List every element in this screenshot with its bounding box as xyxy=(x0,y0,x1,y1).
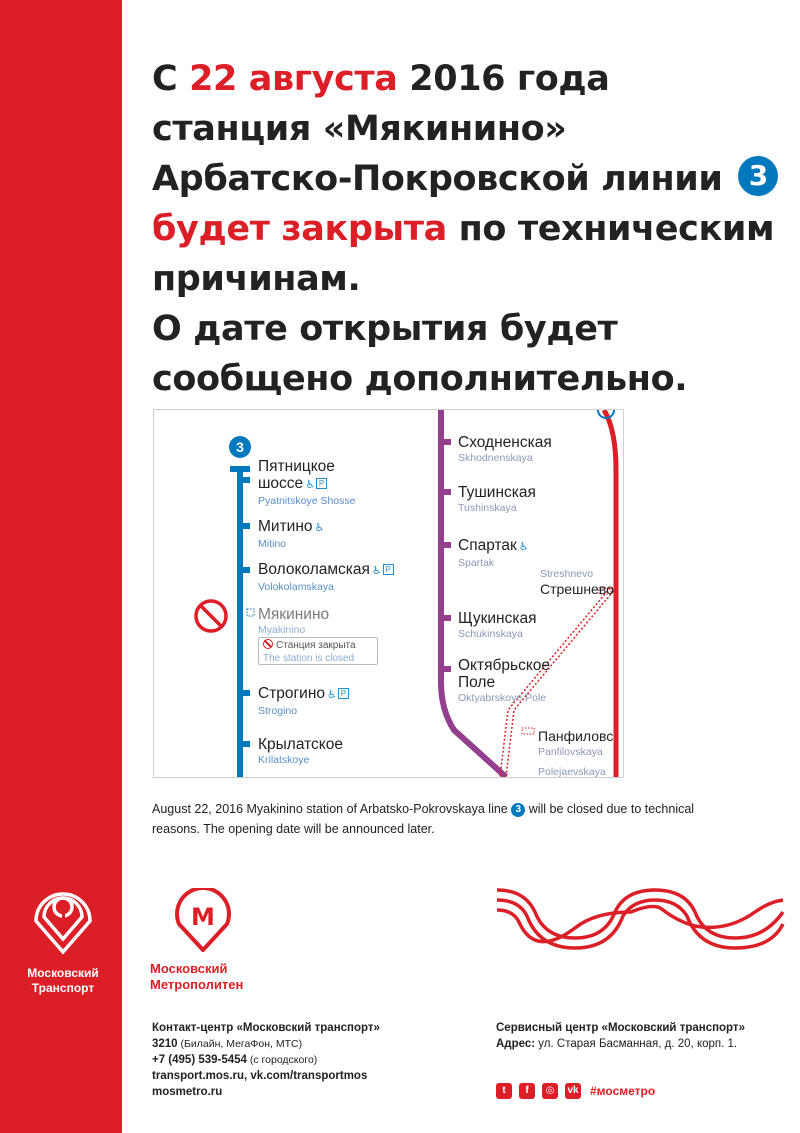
purple-line-track xyxy=(441,410,506,777)
accessibility-icon: ♿ xyxy=(314,522,325,534)
mos-wave-decoration xyxy=(495,882,785,950)
line-3-badge: 3 xyxy=(511,803,525,817)
station-name-en: Schukinskaya xyxy=(458,628,523,640)
headline-text: О дате открытия будет xyxy=(152,309,618,349)
station-name-en: Pyatnitskoye Shosse xyxy=(258,495,356,507)
station-pyatnitskoye xyxy=(258,458,355,508)
station-name-en: Strogino xyxy=(258,705,298,717)
service-title: Сервисный центр «Московский транспорт» xyxy=(496,1022,745,1034)
contact-title: Контакт-центр «Московский транспорт» xyxy=(152,1022,380,1034)
moscow-transport-emblem-icon xyxy=(22,877,104,955)
station-tick xyxy=(243,567,250,573)
phone-note: (с городского) xyxy=(246,1054,318,1066)
headline xyxy=(152,54,792,404)
station-polejaevskaya xyxy=(538,765,606,778)
station-name-en: Oktyabrskoye Pole xyxy=(458,692,547,704)
station-name-ru: Крылатское xyxy=(258,736,343,753)
logo-label: Транспорт xyxy=(31,981,95,995)
station-name-ru: Щукинская xyxy=(458,610,537,627)
station-panfilovskaya xyxy=(538,728,613,759)
station-name-ru: Мякинино xyxy=(258,606,330,623)
web-links[interactable]: transport.mos.ru, vk.com/transportmos xyxy=(152,1070,368,1082)
station-name-en: Spartak xyxy=(458,557,495,569)
station-tick xyxy=(444,615,451,621)
accessibility-icon: ♿ xyxy=(327,689,337,701)
headline-text: причинам. xyxy=(152,259,361,299)
station-name-en: Panfilovskaya xyxy=(538,746,603,758)
logo-label: Метрополитен xyxy=(150,977,244,992)
no-entry-icon xyxy=(196,601,226,631)
station-tick xyxy=(243,477,250,483)
headline-date: 22 августа xyxy=(189,59,398,99)
parking-icon: P xyxy=(316,478,327,489)
logo-label: Московский xyxy=(27,966,99,980)
station-tick xyxy=(444,489,451,495)
accessibility-icon: ♿ xyxy=(305,479,316,491)
station-tick xyxy=(444,542,451,548)
station-name-en: Skhodnenskaya xyxy=(458,452,533,464)
station-name-ru: Волоколамская xyxy=(258,561,370,578)
station-krylatskoye xyxy=(258,736,343,767)
closed-station-marker xyxy=(247,609,254,616)
headline-station: станция «Мякинино» xyxy=(152,109,567,149)
station-closed-notice xyxy=(258,637,378,665)
headline-text: С xyxy=(152,59,190,99)
blue-line-track xyxy=(237,472,243,777)
station-mitino xyxy=(258,518,324,551)
headline-text: по техническим xyxy=(446,209,775,249)
station-name-ru: Пятницкое xyxy=(258,458,335,475)
web-link-mosmetro[interactable]: mosmetro.ru xyxy=(152,1086,223,1098)
station-name-ru: Строгино xyxy=(258,685,326,702)
station-strogino xyxy=(258,685,349,718)
headline-line: Арбатско-Покровской линии xyxy=(152,159,723,199)
address-value: ул. Старая Басманная, д. 20, корп. 1. xyxy=(535,1038,738,1050)
station-oktyabrskoye-pole xyxy=(458,657,550,705)
english-caption xyxy=(152,799,712,839)
line-3-map-badge-label: 3 xyxy=(236,439,244,455)
closed-notice-ru: Станция закрыта xyxy=(276,640,356,651)
station-name-ru: Спартак xyxy=(458,537,517,554)
headline-text: 2016 года xyxy=(397,59,610,99)
parking-icon: P xyxy=(383,564,394,575)
moscow-transport-logo xyxy=(22,877,104,996)
station-name-ru: Поле xyxy=(458,674,496,691)
station-name-en: Mitino xyxy=(258,538,287,550)
blue-line-terminus xyxy=(230,466,250,472)
closed-notice-en: The station is closed xyxy=(263,653,355,664)
metro-map xyxy=(153,409,624,778)
contact-center xyxy=(152,1020,380,1100)
social-links xyxy=(496,1083,655,1099)
station-name-ru: Митино xyxy=(258,518,313,535)
accessibility-icon: ♿ xyxy=(518,541,529,553)
phone-note: (Билайн, МегаФон, МТС) xyxy=(177,1038,303,1050)
station-name-en: Streshnevo xyxy=(540,568,594,580)
metro-pin-icon xyxy=(172,888,234,952)
station-name-ru: шоссе xyxy=(258,475,304,492)
station-name-en: Polejaevskaya xyxy=(538,766,606,778)
no-entry-icon xyxy=(263,639,273,649)
logo-label: Московский xyxy=(150,961,228,976)
caption-text: August 22, 2016 Myakinino station of Arbatsko-Pokrovskaya line xyxy=(152,802,512,816)
station-schukinskaya xyxy=(458,610,537,641)
instagram-icon[interactable]: ◎ xyxy=(542,1083,558,1099)
phone-short: 3210 xyxy=(152,1038,178,1050)
station-spartak xyxy=(458,537,529,570)
vk-icon[interactable]: vk xyxy=(565,1083,581,1099)
service-center xyxy=(496,1020,745,1052)
headline-closed: будет закрыта xyxy=(152,209,447,249)
caption-text: will be closed due to technical reasons. The opening date will be announced later. xyxy=(152,802,695,836)
station-tick xyxy=(444,666,451,672)
station-tick xyxy=(243,741,250,747)
station-streshnevo xyxy=(540,567,614,598)
metro-letter: М xyxy=(191,903,215,931)
station-name-en: Volokolamskaya xyxy=(258,581,334,593)
facebook-icon[interactable]: f xyxy=(519,1083,535,1099)
station-tick xyxy=(243,690,250,696)
station-skhodnenskaya xyxy=(458,434,552,465)
station-name-en: Myakinino xyxy=(258,624,306,636)
station-tick xyxy=(243,523,250,529)
mcc-station-tick xyxy=(522,728,534,734)
station-name-ru: Сходненская xyxy=(458,434,552,451)
moscow-metro-logo xyxy=(150,888,280,993)
station-name-ru: Октябрьское xyxy=(458,657,551,674)
line-3-badge: 3 xyxy=(738,156,778,196)
phone-long: +7 (495) 539-5454 xyxy=(152,1054,247,1066)
accessibility-icon: ♿ xyxy=(371,565,382,577)
station-name-ru: Стрешнево xyxy=(540,581,614,597)
headline-text: сообщено дополнительно. xyxy=(152,359,688,399)
station-tushinskaya xyxy=(458,484,536,515)
station-volokolamskaya xyxy=(258,561,394,594)
station-name-en: Tushinskaya xyxy=(458,502,517,514)
station-name-ru: Панфиловс xyxy=(538,728,614,744)
station-name-en: Krilatskoye xyxy=(258,754,310,766)
station-myakinino xyxy=(258,606,329,637)
address-label: Адрес: xyxy=(496,1038,536,1050)
hashtag[interactable]: #мосметро xyxy=(590,1084,656,1098)
twitter-icon[interactable]: t xyxy=(496,1083,512,1099)
station-name-ru: Тушинская xyxy=(458,484,536,501)
station-tick xyxy=(444,439,451,445)
parking-icon: P xyxy=(338,688,349,699)
